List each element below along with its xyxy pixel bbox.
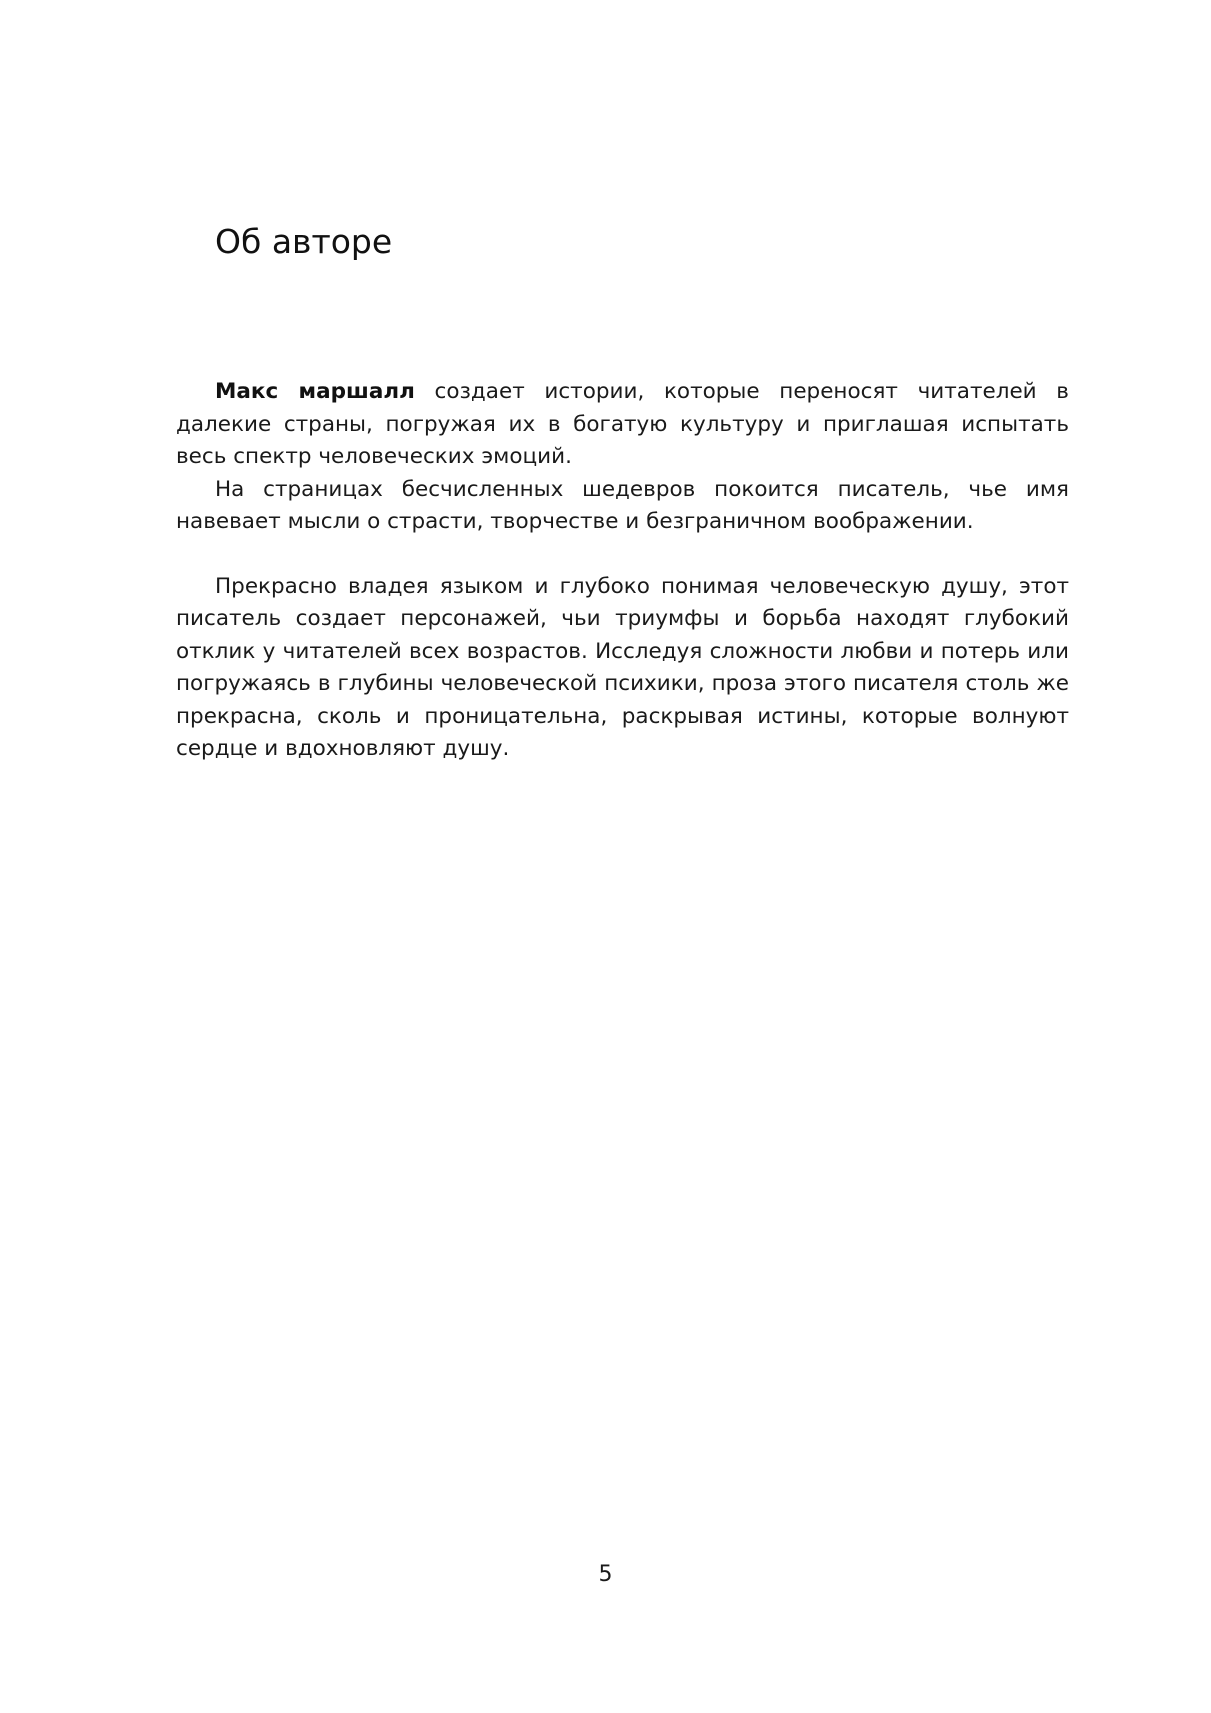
- page-number: 5: [598, 1562, 613, 1587]
- body-text: [176, 376, 1069, 766]
- paragraph-2: На страницах бесчисленных шедевров покоится писатель, чье имя навевает мысли о страсти, творчестве и безграничном воображении.: [176, 476, 1069, 534]
- paragraph-1-text: создает истории, которые переносят читателей в далекие страны, погружая их в богатую культуру и приглашая испытать весь спектр человеческих эмоций.: [176, 379, 1069, 469]
- page-title: Об авторе: [215, 222, 393, 261]
- paragraph-1: [176, 376, 1069, 474]
- paragraph-3: Прекрасно владея языком и глубоко понимая человеческую душу, этот писатель создает персонажей, чьи триумфы и борьба находят глубокий отклик у читателей всех возрастов. Исследуя сложности любви и потерь или погружаясь в глубины человеческой психики, проза этого писателя столь же прекрасна, сколь и проницательна, раскрывая истины, которые волнуют сердце и вдохновляют душу.: [176, 573, 1069, 761]
- author-name: Макс маршалл: [215, 379, 415, 404]
